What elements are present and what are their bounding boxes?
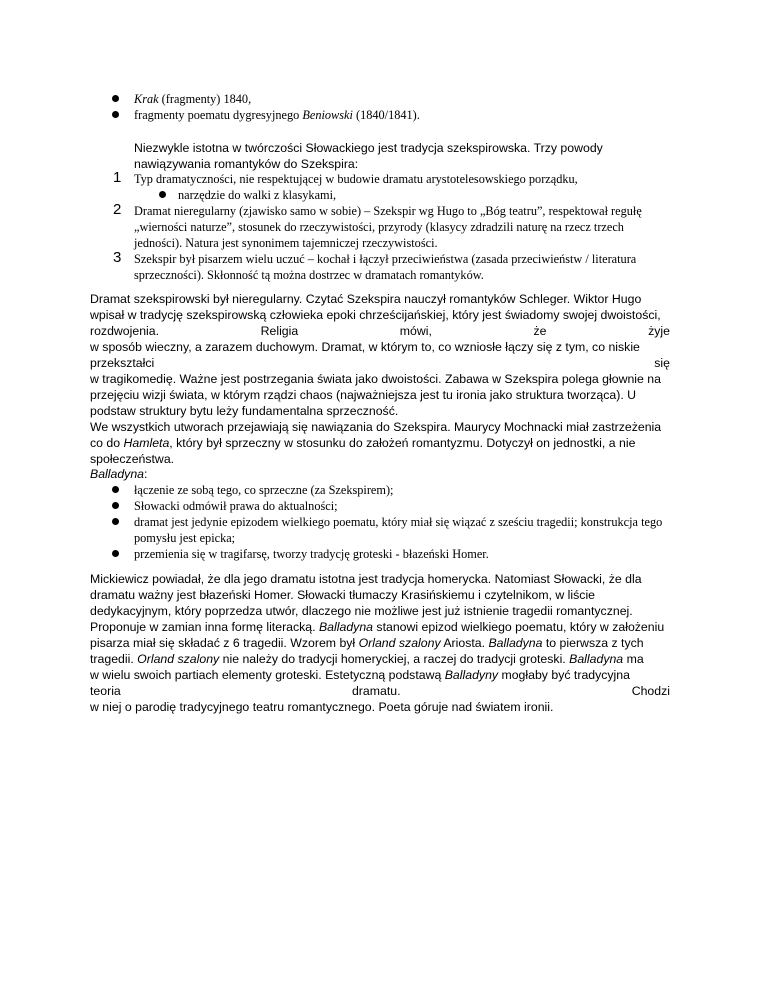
bullet-icon xyxy=(159,191,166,198)
line-text: mogłaby być tradycyjna xyxy=(498,668,630,682)
paragraph-line xyxy=(90,667,670,683)
line-text: Proponuje w zamian inna formę literacką. xyxy=(90,620,319,634)
word: mówi, xyxy=(399,324,432,338)
word: Religia xyxy=(260,324,299,338)
word: żyje xyxy=(648,324,670,338)
line-text: co do xyxy=(90,436,124,450)
bullet-icon xyxy=(112,486,119,493)
word: teoria xyxy=(90,684,121,698)
list-item xyxy=(178,187,336,203)
list-item-text: (1840/1841). xyxy=(352,108,420,122)
line-text: ma xyxy=(623,652,644,666)
list-item xyxy=(134,203,671,251)
word: Chodzi xyxy=(631,684,670,698)
list-item xyxy=(134,91,251,107)
section-heading: Balladyna xyxy=(90,467,145,481)
list-item xyxy=(134,107,420,123)
line-text: to pierwsza z tych xyxy=(542,636,644,650)
paragraph-line xyxy=(90,355,670,371)
line-text: pisarza miał się składać z 6 tragedii. Wzorem był xyxy=(90,636,359,650)
word: dramatu. xyxy=(351,684,401,698)
paragraph-line: przejęciu wizji świata, w którym rządzi chaos (najważniejsza jest tu ironia jako struktura tworząca). U xyxy=(90,388,637,402)
work-title: Balladyna xyxy=(318,620,373,634)
line-text: tragedii. xyxy=(90,652,138,666)
list-item xyxy=(134,482,393,498)
heading-colon: : xyxy=(144,467,148,481)
paragraph-line: podstaw struktury bytu leży fundamentalna sprzeczność. xyxy=(90,404,399,418)
paragraph-line: dedykacyjnym, który poprzedza utwór, dlaczego nie możliwe jest już istnienie tragedii romantycznej. xyxy=(90,604,633,618)
bullet-icon xyxy=(112,502,119,509)
list-item xyxy=(134,251,671,283)
work-title: Orland szalony xyxy=(137,652,220,666)
list-item-text: „wierności naturze”, stosunek do rzeczywistości, przyrody (klasycy zdradzili naturę na rzecz trzech xyxy=(134,220,624,234)
bullet-icon xyxy=(112,111,119,118)
line-text: stanowi epizod wielkiego poematu, który w założeniu xyxy=(373,620,665,634)
line-text: , który był sprzeczny w stosunku do założeń romantyzmu. Dotyczył on jednostki, a nie xyxy=(169,436,636,450)
list-item-text: Słowacki odmówił prawa do aktualności; xyxy=(134,499,338,513)
paragraph-line: w tragikomedię. Ważne jest postrzegania świata jako dwoistości. Zabawa w Szekspira polega głownie na xyxy=(90,372,661,386)
line-text: Ariosta. xyxy=(440,636,489,650)
paragraph-line: We wszystkich utworach przejawiają się nawiązania do Szekspira. Maurycy Mochnacki miał zastrzeżenia xyxy=(90,420,662,434)
word: że xyxy=(533,324,547,338)
list-number: 1 xyxy=(113,169,122,186)
balladyna-heading xyxy=(90,466,147,482)
list-item-text: jedności). Natura jest synonimem tajemniczej rzeczywistości. xyxy=(134,236,438,250)
list-number: 3 xyxy=(113,249,122,266)
list-item-text: Dramat nieregularny (zjawisko samo w sobie) – Szekspir wg Hugo to „Bóg teatru”, respektował regułę xyxy=(134,204,642,218)
work-title: Krak xyxy=(134,92,159,106)
word: się xyxy=(654,356,670,370)
paragraph-line: wpisał w tradycję szekspirowską człowieka epoki chrześcijańskiej, który jest świadomy swojej dwoistości, xyxy=(90,308,661,322)
list-item-text: dramat jest jedynie epizodem wielkiego poematu, który miał się wiązać z sześciu tragedii; konstrukcja tego xyxy=(134,515,663,529)
paragraph-shakespeare xyxy=(90,291,670,467)
paragraph-line xyxy=(90,619,670,635)
paragraph-line xyxy=(90,635,670,651)
line-text: w wielu swoich partiach elementy groteski. Estetyczną podstawą xyxy=(90,668,445,682)
paragraph-line xyxy=(134,140,671,156)
list-item-text: fragmenty poematu dygresyjnego xyxy=(134,108,303,122)
paragraph-line: dramatu ważny jest błazeński Homer. Słowacki tłumaczy Krasińskiemu i czytelnikom, w liście xyxy=(90,588,596,602)
list-item xyxy=(134,171,578,187)
paragraph-line: w niej o parodię tradycyjnego teatru romantycznego. Poeta góruje nad światem ironii. xyxy=(90,700,554,714)
paragraph-line: w sposób wieczny, a zarazem duchowym. Dramat, w którym to, co wzniosłe łączy się z tym, co niskie xyxy=(90,340,640,354)
list-item-text: sprzeczności). Skłonność tą można dostrzec w dramatach romantyków. xyxy=(134,268,484,282)
word: przekształci xyxy=(90,356,155,370)
paragraph-line xyxy=(90,323,670,339)
list-item-text: Typ dramatyczności, nie respektującej w budowie dramatu arystotelesowskiego porządku, xyxy=(134,172,578,186)
list-item-text: (fragmenty) 1840, xyxy=(158,92,252,106)
line-text: nie należy do tradycji homeryckiej, a raczej do tradycji groteski. xyxy=(219,652,570,666)
paragraph-line: społeczeństwa. xyxy=(90,452,175,466)
work-title: Beniowski xyxy=(302,108,353,122)
paragraph-line xyxy=(90,683,670,699)
tradition-intro xyxy=(134,140,671,172)
list-item-text: łączenie ze sobą tego, co sprzeczne (za Szekspirem); xyxy=(134,483,394,497)
list-item xyxy=(134,514,662,546)
list-item-text: przemienia się w tragifarsę, tworzy tradycję groteski - błazeński Homer. xyxy=(134,547,489,561)
paragraph-line xyxy=(90,651,670,667)
paragraph-line: Dramat szekspirowski był nieregularny. Czytać Szekspira nauczył romantyków Schleger. Wiktor Hugo xyxy=(90,292,642,306)
paragraph-line: Mickiewicz powiadał, że dla jego dramatu istotna jest tradycja homerycka. Natomiast Słowacki, że dla xyxy=(90,572,642,586)
work-title: Balladyna xyxy=(569,652,624,666)
work-title: Balladyna xyxy=(488,636,543,650)
line-text: Niezwykle istotna w twórczości Słowackiego jest tradycja szekspirowska. Trzy powody xyxy=(134,141,603,155)
bullet-icon xyxy=(112,518,119,525)
list-item-text: narzędzie do walki z klasykami, xyxy=(178,188,337,202)
bullet-icon xyxy=(112,95,119,102)
work-title: Hamleta xyxy=(123,436,170,450)
list-item-text: pomysłu jest epicka; xyxy=(134,531,236,545)
bullet-icon xyxy=(112,550,119,557)
list-number: 2 xyxy=(113,201,122,218)
word: rozdwojenia. xyxy=(90,324,160,338)
paragraph-line xyxy=(90,435,670,451)
list-item-text: Szekspir był pisarzem wielu uczuć – kochał i łączył przeciwieństwa (zasada przeciwieństw / literatura xyxy=(134,252,637,266)
list-item xyxy=(134,498,338,514)
paragraph-homer xyxy=(90,571,670,715)
work-title: Balladyny xyxy=(444,668,499,682)
list-item xyxy=(134,546,489,562)
work-title: Orland szalony xyxy=(358,636,441,650)
paragraph-line: nawiązywania romantyków do Szekspira: xyxy=(134,157,359,171)
